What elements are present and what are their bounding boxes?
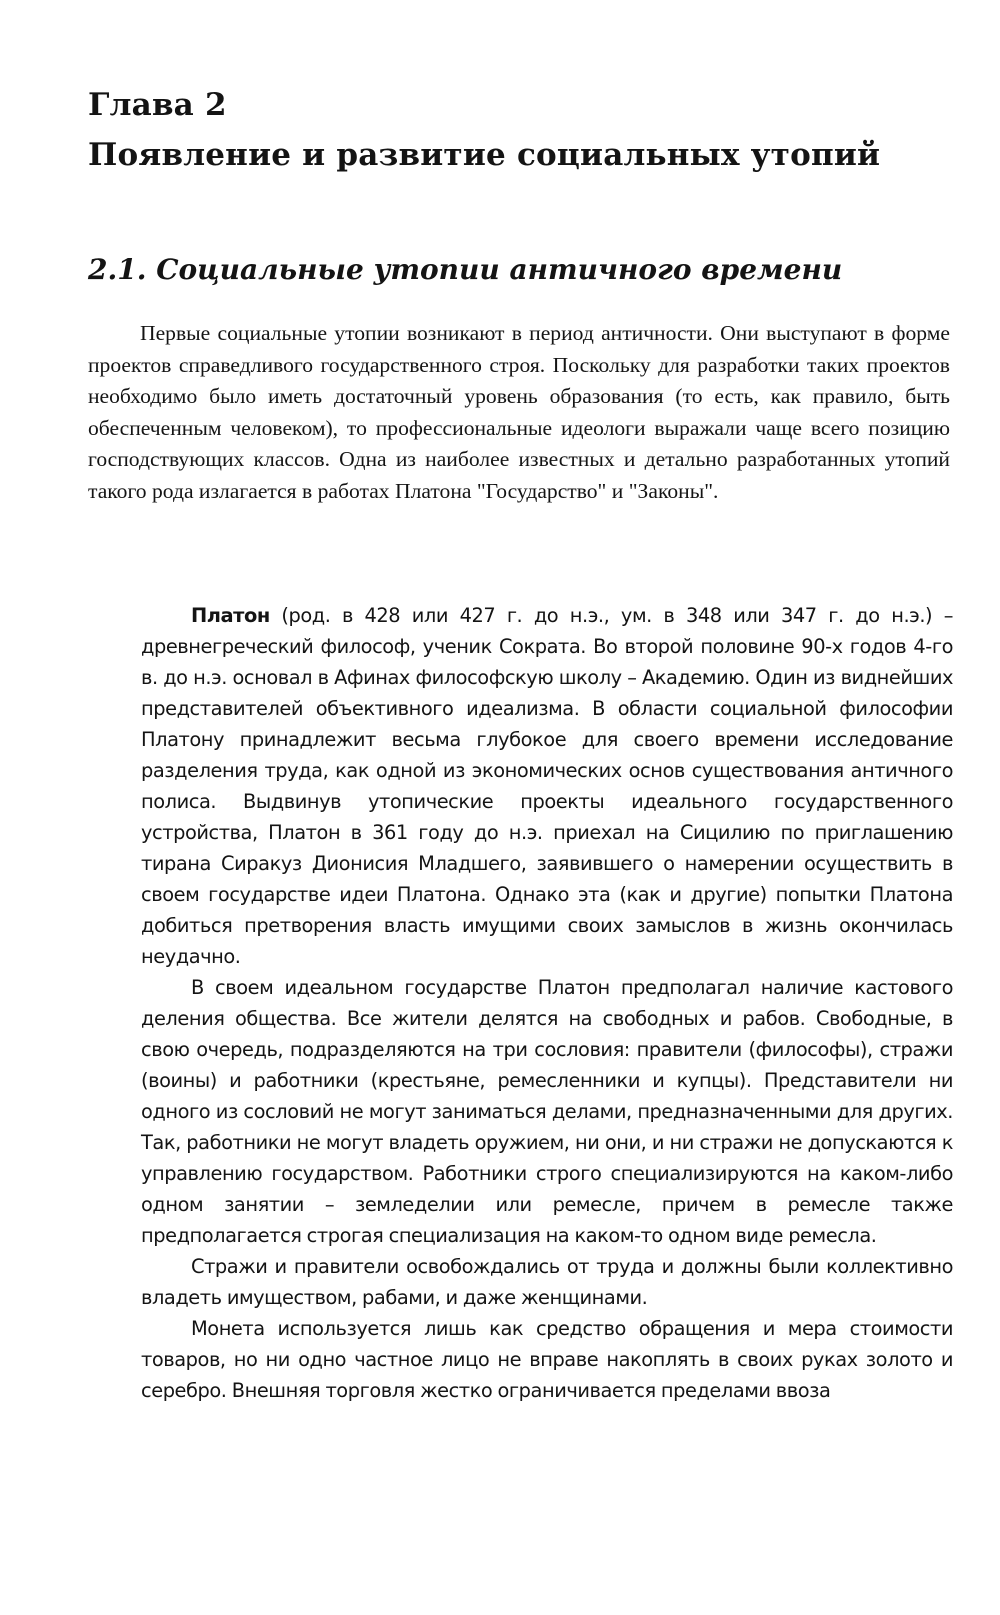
paragraph-guards: Стражи и правители освобождались от труда и должны были коллективно владеть имуществом, рабами, и даже женщинами. (141, 1255, 953, 1309)
chapter-title: Появление и развитие социальных утопий (88, 137, 881, 173)
bio-paragraph (141, 600, 953, 972)
body-text (141, 600, 953, 1406)
chapter-heading (88, 80, 968, 180)
intro-paragraph: Первые социальные утопии возникают в период античности. Они выступают в форме проектов справедливого государственного строя. Поскольку для разработки таких проектов необходимо было иметь достаточный уровень образования (то есть, как правило, быть обеспеченным человеком), то профессиональные идеологи выражали чаще всего позицию господствующих классов. Одна из наиболее известных и детально разработанных утопий такого рода излагается в работах Платона "Государство" и "Законы". (88, 321, 950, 503)
bio-name: Платон (191, 604, 270, 627)
chapter-label: Глава 2 (88, 87, 227, 123)
paragraph-money: Монета используется лишь как средство обращения и мера стоимости товаров, но ни одно частное лицо не вправе накоплять в своих руках золото и серебро. Внешняя торговля жестко ограничивается пределами ввоза (141, 1317, 953, 1402)
bio-text: (род. в 428 или 427 г. до н.э., ум. в 348 или 347 г. до н.э.) – древнегреческий философ, ученик Сократа. Во второй половине 90-х годов 4-го в. до н.э. основал в Афинах философскую школу – Академию. Один из виднейших представителей объективного идеализма. В области социальной философии Платону принадлежит весьма глубокое для своего времени исследование разделения труда, как одной из экономических основ существования античного полиса. Выдвинув утопические проекты идеального государственного устройства, Платон в 361 году до н.э. приехал на Сицилию по приглашению тирана Сиракуз Дионисия Младшего, заявившего о намерении осуществить в своем государстве идеи Платона. Однако эта (как и другие) попытки Платона добиться претворения власть имущими своих замыслов в жизнь окончилась неудачно. (141, 604, 953, 968)
section-title: 2.1. Социальные утопии античного времени (88, 253, 843, 286)
paragraph-castes: В своем идеальном государстве Платон предполагал наличие кастового деления общества. Все жители делятся на свободных и рабов. Свободные, в свою очередь, подразделяются на три сословия: правители (философы), стражи (воины) и работники (крестьяне, ремесленники и купцы). Представители ни одного из сословий не могут заниматься делами, предназначенными для других. Так, работники не могут владеть оружием, ни они, и ни стражи не допускаются к управлению государством. Работники строго специализируются на каком-либо одном занятии – земледелии или ремесле, причем в ремесле также предполагается строгая специализация на каком-то одном виде ремесла. (141, 976, 953, 1247)
